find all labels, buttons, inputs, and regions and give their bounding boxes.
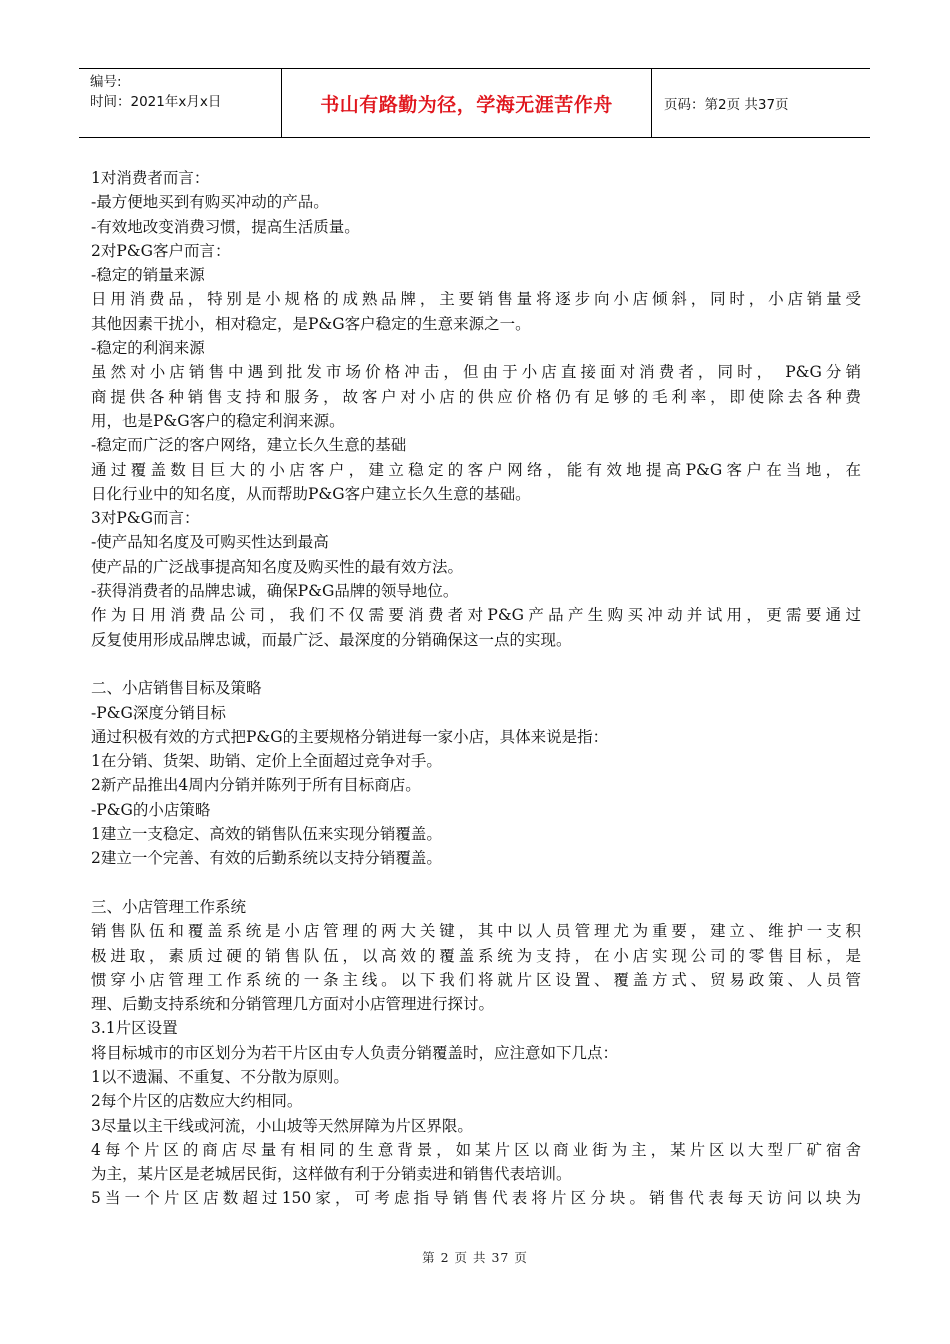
body-line: 1在分销、货架、助销、定价上全面超过竞争对手。 [91, 752, 442, 771]
body-line: -P&G深度分销目标 [91, 703, 226, 722]
body-line: 作为日用消费品公司，我们不仅需要消费者对P&G产品产生购买冲动并试用，更需要通过 [91, 606, 861, 625]
blank-line [91, 652, 861, 676]
page-label: 页码：第2页 共37页 [664, 97, 789, 113]
body-line: 销售队伍和覆盖系统是小店管理的两大关键，其中以人员管理尤为重要，建立、维护一支积 [91, 922, 861, 941]
body-line: 其他因素干扰小，相对稳定，是P&G客户稳定的生意来源之一。 [91, 314, 531, 333]
body-line: 通过积极有效的方式把P&G的主要规格分销进每一家小店，具体来说是指： [91, 727, 609, 746]
body-line: -P&G的小店策略 [91, 800, 211, 819]
body-line: 2对P&G客户而言： [91, 241, 231, 260]
body-line: 1对消费者而言： [91, 169, 210, 187]
body-line: 为主，某片区是老城居民街，这样做有利于分销卖进和销售代表培训。 [91, 1165, 572, 1184]
time-label: 时间：2021年x月x日 [90, 94, 222, 110]
body-line: 2新产品推出4周内分销并陈列于所有目标商店。 [91, 776, 421, 795]
body-line: -稳定而广泛的客户网络，建立长久生意的基础 [91, 436, 407, 455]
body-line: 反复使用形成品牌忠诚，而最广泛、最深度的分销确保这一点的实现。 [91, 630, 572, 649]
code-label: 编号: [90, 74, 122, 90]
page-number-cell [652, 69, 870, 137]
body-line: 通过覆盖数目巨大的小店客户，建立稳定的客户网络，能有效地提高P&G客户在当地，在 [91, 460, 861, 479]
body-line: 2建立一个完善、有效的后勤系统以支持分销覆盖。 [91, 849, 442, 868]
motto-cell [282, 69, 652, 137]
body-line: 3.1片区设置 [91, 1019, 178, 1038]
body-line: 日化行业中的知名度，从而帮助P&G客户建立长久生意的基础。 [91, 484, 531, 503]
body-line: 三、小店管理工作系统 [91, 897, 247, 916]
body-line: 惯穿小店管理工作系统的一条主线。以下我们将就片区设置、覆盖方式、贸易政策、人员管 [91, 970, 861, 989]
body-line: -最方便地买到有购买冲动的产品。 [91, 193, 329, 212]
document-header [79, 68, 870, 138]
body-line: -获得消费者的品牌忠诚，确保P&G品牌的领导地位。 [91, 582, 459, 601]
body-line: 3对P&G而言： [91, 509, 200, 528]
body-line: 日用消费品，特别是小规格的成熟品牌，主要销售量将逐步向小店倾斜，同时，小店销量受 [91, 290, 861, 309]
body-line: 2每个片区的店数应大约相同。 [91, 1092, 303, 1111]
body-line: 1建立一支稳定、高效的销售队伍来实现分销覆盖。 [91, 825, 442, 844]
body-line: 4每个片区的商店尽量有相同的生意背景，如某片区以商业街为主，某片区以大型厂矿宿舍 [91, 1140, 861, 1159]
blank-line [91, 871, 861, 895]
body-line: 极进取，素质过硬的销售队伍，以高效的覆盖系统为支持，在小店实现公司的零售目标，是 [91, 946, 861, 965]
body-line: 3尽量以主干线或河流，小山坡等天然屏障为片区界限。 [91, 1116, 473, 1135]
body-line: -稳定的利润来源 [91, 339, 205, 358]
page-footer: 第 2 页 共 37 页 [422, 1250, 528, 1265]
body-line: -使产品知名度及可购买性达到最高 [91, 533, 329, 552]
body-line: 虽然对小店销售中遇到批发市场价格冲击，但由于小店直接面对消费者，同时， P&G分销 [91, 363, 861, 382]
body-line: 商提供各种销售支持和服务，故客户对小店的供应价格仍有足够的毛利率，即使除去各种费 [91, 387, 861, 406]
body-line: 1以不遗漏、不重复、不分散为原则。 [91, 1067, 349, 1086]
motto-text: 书山有路勤为径，学海无涯苦作舟 [320, 93, 613, 116]
body-line: -稳定的销量来源 [91, 266, 205, 285]
body-line: 二、小店销售目标及策略 [91, 679, 262, 698]
body-line: -有效地改变消费习惯，提高生活质量。 [91, 217, 360, 236]
body-line: 5当一个片区店数超过150家，可考虑指导销售代表将片区分块。销售代表每天访问以块为 [91, 1189, 861, 1208]
body-line: 使产品的广泛战事提高知名度及购买性的最有效方法。 [91, 557, 464, 576]
document-body [91, 166, 861, 1211]
body-line: 用，也是P&G客户的稳定利润来源。 [91, 411, 345, 430]
body-line: 理、后勤支持系统和分销管理几方面对小店管理进行探讨。 [91, 995, 495, 1014]
header-meta-cell [79, 69, 282, 137]
body-line: 将目标城市的市区划分为若干片区由专人负责分销覆盖时，应注意如下几点： [91, 1043, 619, 1062]
